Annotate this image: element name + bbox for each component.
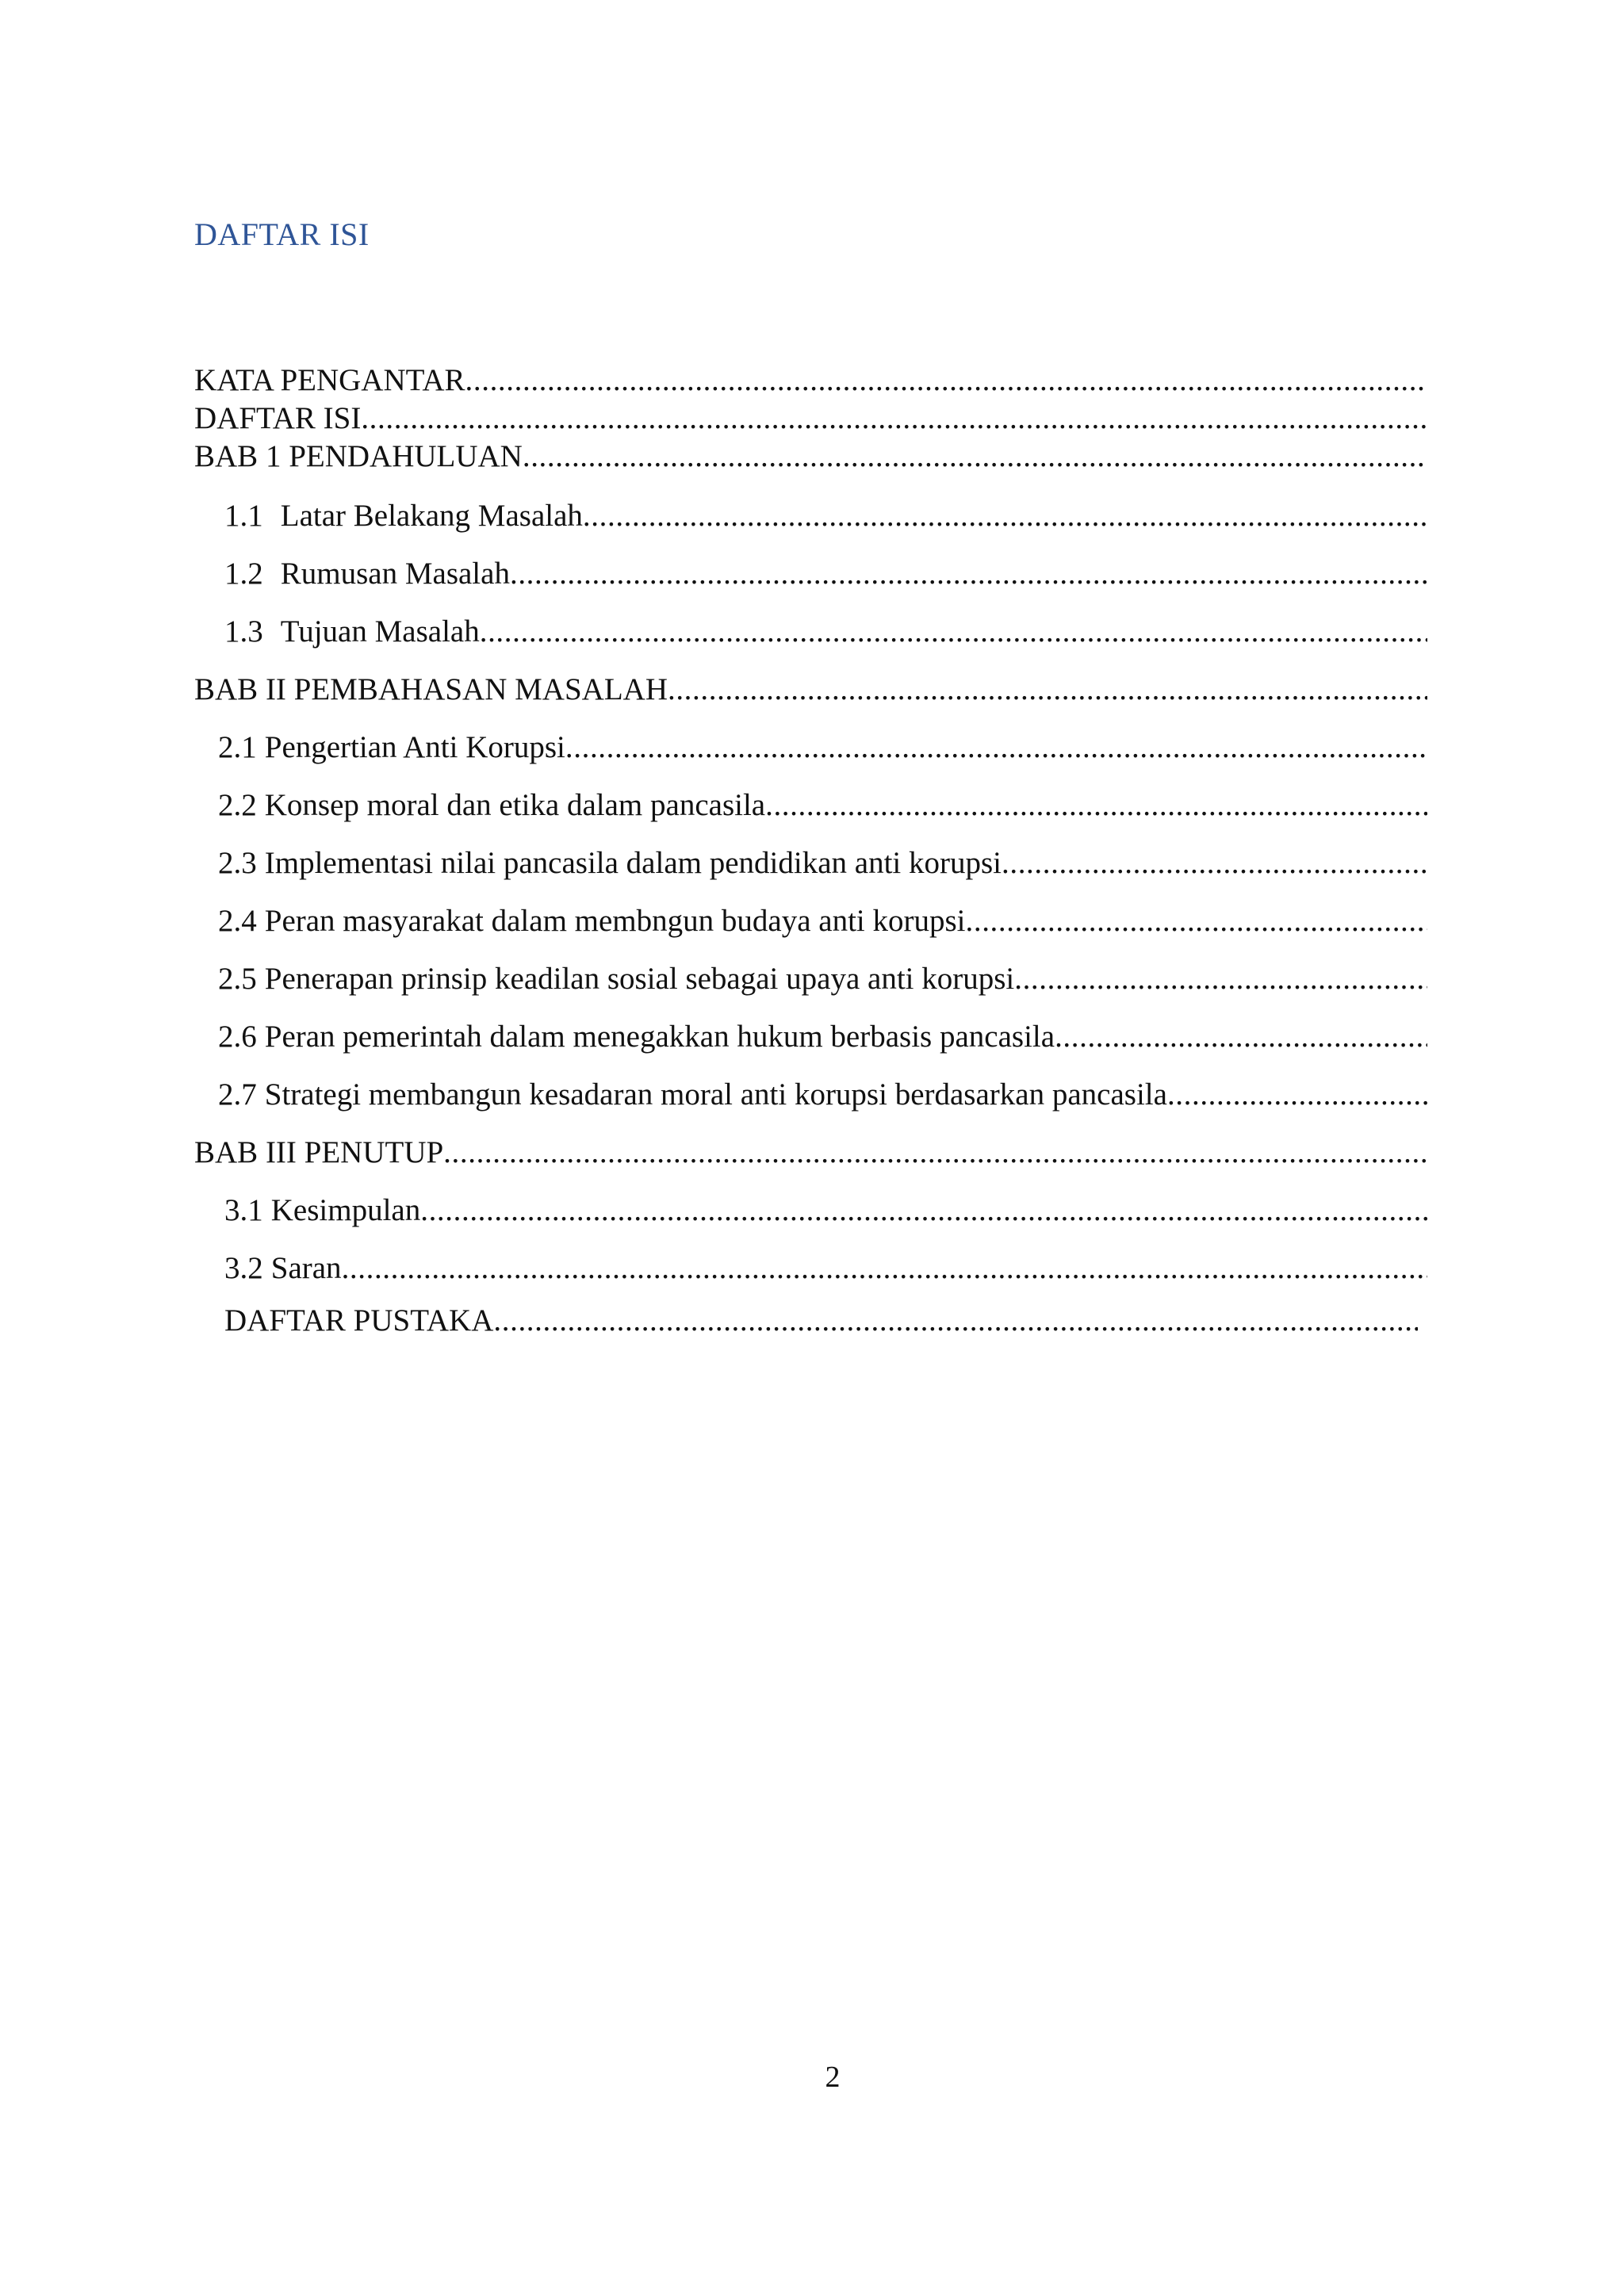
toc-leader-dots (1055, 1019, 1427, 1055)
toc-entry-label: Implementasi nilai pancasila dalam pendidikan anti korupsi (264, 846, 1002, 880)
toc-entry-daftar-isi[interactable] (194, 400, 1427, 437)
toc-entry-3-2[interactable] (224, 1250, 1427, 1287)
toc-entry-1-1[interactable] (224, 498, 1427, 534)
toc-entry-number: 2.5 (218, 962, 257, 996)
toc-entry-3-1[interactable] (224, 1192, 1427, 1229)
toc-entry-2-5[interactable] (218, 961, 1427, 997)
toc-entry-number: 3.2 (224, 1251, 263, 1285)
toc-entry-2-1[interactable] (218, 729, 1427, 766)
toc-leader-dots (1014, 961, 1427, 997)
toc-leader-dots (361, 400, 1427, 437)
toc-entry-label: Latar Belakang Masalah (280, 499, 583, 533)
toc-entry-bab-3[interactable] (194, 1135, 1427, 1171)
toc-leader-dots (966, 903, 1428, 939)
toc-entry-label: KATA PENGANTAR (194, 363, 465, 397)
toc-entry-number: 2.2 (218, 788, 257, 822)
toc-leader-dots (443, 1135, 1427, 1171)
toc-entry-number: 2.3 (218, 846, 257, 880)
toc-leader-dots (493, 1303, 1418, 1339)
toc-entry-1-2[interactable] (224, 556, 1427, 592)
toc-entry-daftar-pustaka[interactable] (224, 1303, 1418, 1339)
toc-entry-number: 2.1 (218, 730, 257, 764)
toc-leader-dots (1002, 845, 1427, 882)
toc-entry-label: Strategi membangun kesadaran moral anti korupsi berdasarkan pancasila (264, 1077, 1167, 1112)
toc-entry-label: BAB III PENUTUP (194, 1135, 444, 1169)
page-number: 2 (825, 2061, 841, 2094)
toc-entry-kata-pengantar[interactable] (194, 362, 1427, 399)
toc-entry-label: Kesimpulan (270, 1193, 421, 1227)
toc-leader-dots (565, 729, 1427, 766)
toc-entry-number: 2.4 (218, 904, 257, 938)
toc-leader-dots (523, 438, 1427, 475)
toc-entry-label: Pengertian Anti Korupsi (264, 730, 565, 764)
toc-entry-2-3[interactable] (218, 845, 1427, 882)
toc-entry-bab-1[interactable] (194, 438, 1427, 475)
toc-entry-label: DAFTAR ISI (194, 401, 362, 435)
toc-entry-number: 2.7 (218, 1077, 257, 1112)
toc-entry-label: Peran masyarakat dalam membngun budaya anti korupsi (264, 904, 966, 938)
toc-leader-dots (1167, 1077, 1427, 1113)
toc-leader-dots (668, 672, 1427, 708)
toc-entry-label: Tujuan Masalah (280, 614, 480, 649)
toc-entry-label: BAB 1 PENDAHULUAN (194, 439, 523, 473)
toc-entry-number: 1.2 (224, 557, 263, 591)
toc-entry-2-4[interactable] (218, 903, 1427, 939)
toc-leader-dots (420, 1192, 1427, 1229)
toc-entry-2-7[interactable] (218, 1077, 1427, 1113)
toc-entry-label: Rumusan Masalah (280, 557, 510, 591)
toc-leader-dots (465, 362, 1427, 399)
toc-entry-label: Konsep moral dan etika dalam pancasila (264, 788, 766, 822)
toc-entry-number: 3.1 (224, 1193, 263, 1227)
toc-entry-label: Penerapan prinsip keadilan sosial sebagai upaya anti korupsi (264, 962, 1015, 996)
toc-entry-bab-2[interactable] (194, 672, 1427, 708)
toc-entry-2-6[interactable] (218, 1019, 1427, 1055)
toc-leader-dots (510, 556, 1427, 592)
toc-entry-2-2[interactable] (218, 787, 1427, 824)
toc-entry-1-3[interactable] (224, 614, 1427, 650)
toc-entry-label: Peran pemerintah dalam menegakkan hukum berbasis pancasila (264, 1020, 1055, 1054)
toc-entry-number: 2.6 (218, 1020, 257, 1054)
toc-leader-dots (480, 614, 1427, 650)
page-title: DAFTAR ISI (194, 216, 370, 252)
toc-entry-number: 1.1 (224, 499, 263, 533)
toc-leader-dots (342, 1250, 1427, 1287)
toc-leader-dots (583, 498, 1427, 534)
toc-entry-label: Saran (270, 1251, 342, 1285)
toc-leader-dots (765, 787, 1427, 824)
toc-entry-label: DAFTAR PUSTAKA (224, 1303, 494, 1337)
toc-entry-number: 1.3 (224, 614, 263, 649)
toc-entry-label: BAB II PEMBAHASAN MASALAH (194, 672, 668, 706)
